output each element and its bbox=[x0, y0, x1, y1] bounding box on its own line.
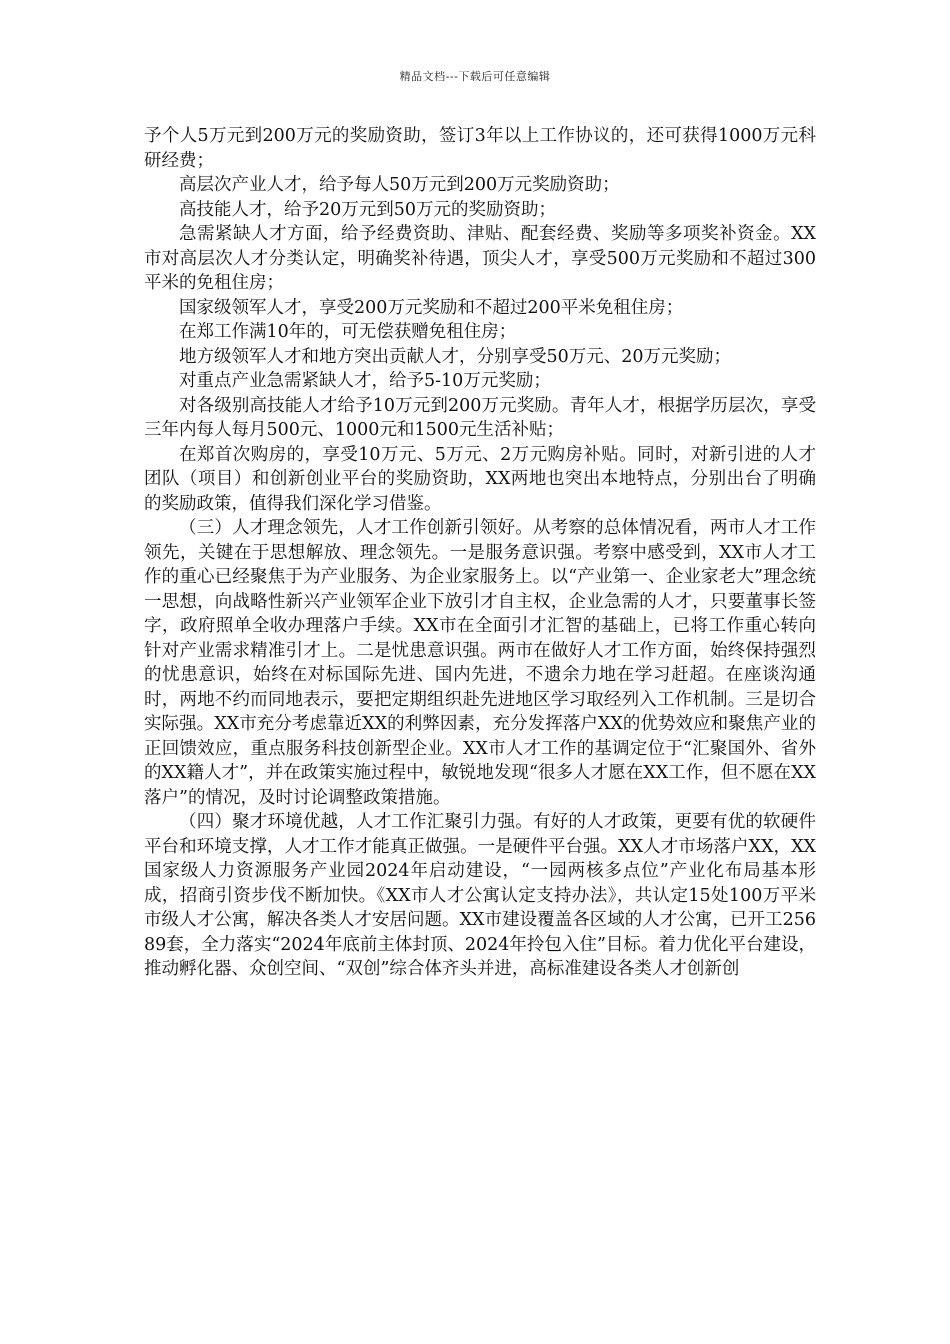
paragraph-1: 予个人5万元到200万元的奖励资助，签订3年以上工作协议的，还可获得1000万元科研经费； bbox=[144, 126, 816, 171]
paragraph-7: 地方级领军人才和地方突出贡献人才，分别享受50万元、20万元奖励； bbox=[179, 346, 732, 367]
paragraph-5: 国家级领军人才，享受200万元奖励和不超过200平米免租住房； bbox=[179, 297, 684, 318]
page-header: 精品文档---下载后可任意编辑 bbox=[399, 70, 551, 83]
paragraph-2: 高层次产业人才，给予每人50万元到200万元奖励资助； bbox=[179, 175, 620, 195]
paragraph-6: 在郑工作满10年的，可无偿获赠免租住房； bbox=[179, 322, 517, 342]
paragraph-9: 对各级别高技能人才给予10万元到200万元奖励。青年人才，根据学历层次，享受三年内每人每月500元、1000元和1500元生活补贴； bbox=[144, 395, 816, 440]
section-three-paragraph: （三）人才理念领先，人才工作创新引领好。从考察的总体情况看，两市人才工作领先，关键在于思想解放、理念领先。一是服务意识强。考察中感受到，XX市人才工作的重心已经聚焦于为产业服务、为企业家服务上。以“产业第一、企业家老大”理念统一思想，向战略性新兴产业领军企业下放引才自主权，企业急需的人才，只要董事长签字，政府照单全收办理落户手续。XX市在全面引才汇智的基础上，已将工作重心转向针对产业需求精准引才上。二是忧患意识强。两市在做好人才工作方面，始终保持强烈的忧患意识，始终在对标国际先进、国内先进，不遗余力地在学习赶超。在座谈沟通时，两地不约而同地表示，要把定期组织赴先进地区学习取经列入工作机制。三是切合实际强。XX市充分考虑靠近XX的利弊因素，充分发挥落户XX的优势效应和聚焦产业的正回馈效应，重点服务科技创新型企业。XX市人才工作的基调定位于“汇聚国外、省外的XX籍人才”，并在政策实施过程中，敏锐地发现“很多人才愿在XX工作，但不愿在XX落户”的情况，及时讨论调整政策措施。 bbox=[144, 518, 816, 808]
paragraph-4: 急需紧缺人才方面，给予经费资助、津贴、配套经费、奖励等多项奖补资金。XX市对高层次人才分类认定，明确奖补待遇，顶尖人才，享受500万元奖励和不超过300平米的免租住房； bbox=[144, 224, 816, 293]
paragraph-8: 对重点产业急需紧缺人才，给予5-10万元奖励； bbox=[179, 371, 551, 391]
section-four-paragraph: （四）聚才环境优越，人才工作汇聚引力强。有好的人才政策，更要有优的软硬件平台和环境支撑，人才工作才能真正做强。一是硬件平台强。XX人才市场落户XX，XX国家级人力资源服务产业园2024年启动建设，“一园两核多点位”产业化布局基本形成，招商引资步伐不断加快。《XX市人才公寓认定支持办法》，共认定15处100万平米市级人才公寓，解决各类人才安居问题。XX市建设覆盖各区域的人才公寓，已开工25689套，全力落实“2024年底前主体封顶、2024年拎包入住”目标。着力优化平台建设，推动孵化器、众创空间、“双创”综合体齐头并进，高标准建设各类人才创新创 bbox=[144, 812, 816, 979]
paragraph-3: 高技能人才，给予20万元到50万元的奖励资助； bbox=[179, 199, 557, 220]
paragraph-10: 在郑首次购房的，享受10万元、5万元、2万元购房补贴。同时，对新引进的人才团队（项目）和创新创业平台的奖励资助，XX两地也突出本地特点，分别出台了明确的奖励政策，值得我们深化学习借鉴。 bbox=[144, 444, 816, 514]
document-body bbox=[144, 124, 816, 982]
